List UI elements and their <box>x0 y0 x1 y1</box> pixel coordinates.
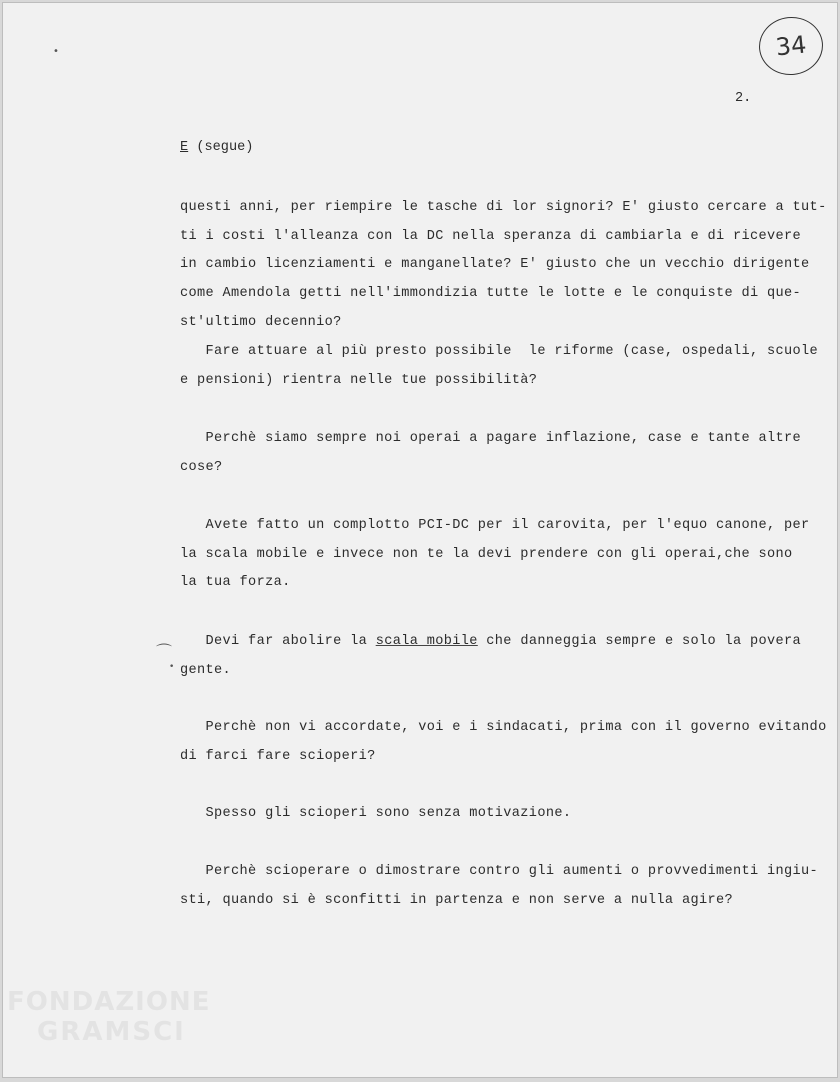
watermark-line: GRAMSCI <box>37 1017 186 1047</box>
text-line: questi anni, per riempire le tasche di lor signori? E' giusto cercare a tut- <box>180 200 827 215</box>
text-line: Perchè scioperare o dimostrare contro gli aumenti o provvedimenti ingiu- <box>180 864 819 879</box>
handwritten-mark: ⌒ <box>156 642 173 661</box>
text-segment: Devi far abolire la <box>180 634 376 649</box>
archive-number: 34 <box>774 30 808 62</box>
text-line <box>180 634 801 649</box>
text-segment: che danneggia sempre e solo la povera <box>477 634 802 649</box>
section-continued: (segue) <box>188 140 254 155</box>
text-line: cose? <box>180 460 223 475</box>
archive-number-stamp <box>756 14 826 78</box>
text-line: st'ultimo decennio? <box>180 315 342 330</box>
scan-speck: • <box>53 46 59 57</box>
text-line: Spesso gli scioperi sono senza motivazione. <box>180 806 572 821</box>
section-letter: E <box>180 140 189 155</box>
text-line: Fare attuare al più presto possibile le riforme (case, ospedali, scuole <box>180 344 819 359</box>
text-line: Avete fatto un complotto PCI-DC per il carovita, per l'equo canone, per <box>180 518 810 533</box>
document-page <box>2 2 838 1078</box>
text-line: e pensioni) rientra nelle tue possibilità? <box>180 373 538 388</box>
scan-speck: • <box>169 662 175 672</box>
text-line: Perchè siamo sempre noi operai a pagare inflazione, case e tante altre <box>180 431 802 446</box>
text-line: Perchè non vi accordate, voi e i sindacati, prima con il governo evitando <box>180 720 827 735</box>
text-line: la tua forza. <box>180 575 291 590</box>
text-line: la scala mobile e invece non te la devi prendere con gli operai,che sono <box>180 547 793 562</box>
foundation-watermark <box>7 987 211 1067</box>
text-line: in cambio licenziamenti e manganellate? E' giusto che un vecchio dirigente <box>180 257 810 272</box>
text-line: ti i costi l'alleanza con la DC nella speranza di cambiarla e di ricevere <box>180 229 802 244</box>
page-number: 2. <box>735 91 752 106</box>
text-line: di farci fare scioperi? <box>180 749 376 764</box>
section-heading <box>180 140 253 155</box>
text-line: come Amendola getti nell'immondizia tutte le lotte e le conquiste di que- <box>180 286 802 301</box>
underlined-term: scala mobile <box>375 634 478 649</box>
text-line: gente. <box>180 663 232 678</box>
watermark-line: FONDAZIONE <box>7 987 211 1017</box>
text-line: sti, quando si è sconfitti in partenza e non serve a nulla agire? <box>180 893 733 908</box>
